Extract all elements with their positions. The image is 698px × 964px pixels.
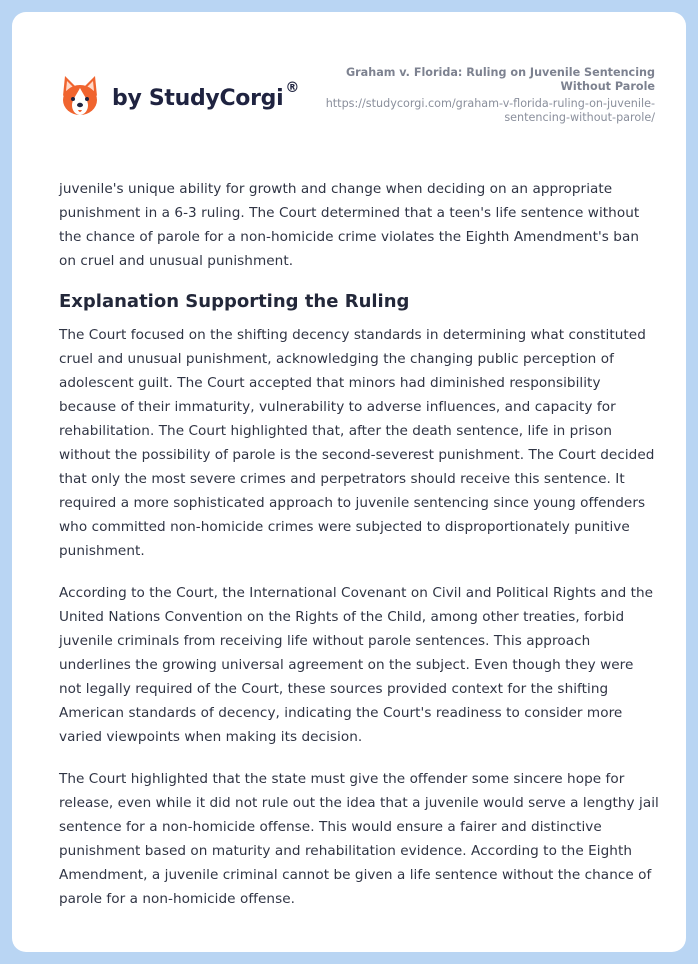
body-paragraph: The Court highlighted that the state must give the offender some sincere hope for release, even while it did not rule out the idea that a juvenile would serve a lengthy jail sentence for a non-homicide offense. This would ensure a fairer and distinctive punishment based on maturity and rehabilitation evidence. According to the Eighth Amendment, a juvenile criminal cannot be given a life sentence without the chance of parole for a non-homicide offense. <box>59 771 659 907</box>
body-paragraph: According to the Court, the International Covenant on Civil and Political Rights and the United Nations Convention on the Rights of the Child, among other treaties, forbid juvenile criminals from receiving life without parole sentences. This approach underlines the growing universal agreement on the subject. Even though they were not legally required of the Court, these sources provided context for the shifting American standards of decency, indicating the Court's readiness to consider more varied viewpoints when making its decision. <box>59 585 654 745</box>
document-url[interactable]: https://studycorgi.com/graham-v-florida-ruling-on-juvenile-sentencing-without-parole/ <box>325 97 655 124</box>
document-body <box>59 177 659 911</box>
document-meta <box>295 66 655 125</box>
studycorgi-logo[interactable] <box>60 74 299 118</box>
body-paragraph: The Court focused on the shifting decency standards in determining what constituted cruel and unusual punishment, acknowledging the changing public perception of adolescent guilt. The Court accepted that minors had diminished responsibility because of their immaturity, vulnerability to adverse influences, and capacity for rehabilitation. The Court highlighted that, after the death sentence, life in prison without the possibility of parole is the second-severest punishment. The Court decided that only the most severe crimes and perpetrators should receive this sentence. It required a more sophisticated approach to juvenile sentencing since young offenders who committed non-homicide crimes were subjected to disproportionately punitive punishment. <box>59 327 655 559</box>
corgi-logo-icon <box>60 74 100 118</box>
section-heading: Explanation Supporting the Ruling <box>59 291 410 312</box>
document-page <box>12 12 686 952</box>
intro-paragraph: juvenile's unique ability for growth and change when deciding on an appropriate punishment in a 6-3 ruling. The Court determined that a teen's life sentence without the chance of parole for a non-homicide crime violates the Eighth Amendment's ban on cruel and unusual punishment. <box>59 181 640 269</box>
brand-name: by StudyCorgi ® <box>112 79 300 111</box>
registered-mark: ® <box>285 79 300 96</box>
document-title: Graham v. Florida: Ruling on Juvenile Sentencing Without Parole <box>345 66 655 93</box>
